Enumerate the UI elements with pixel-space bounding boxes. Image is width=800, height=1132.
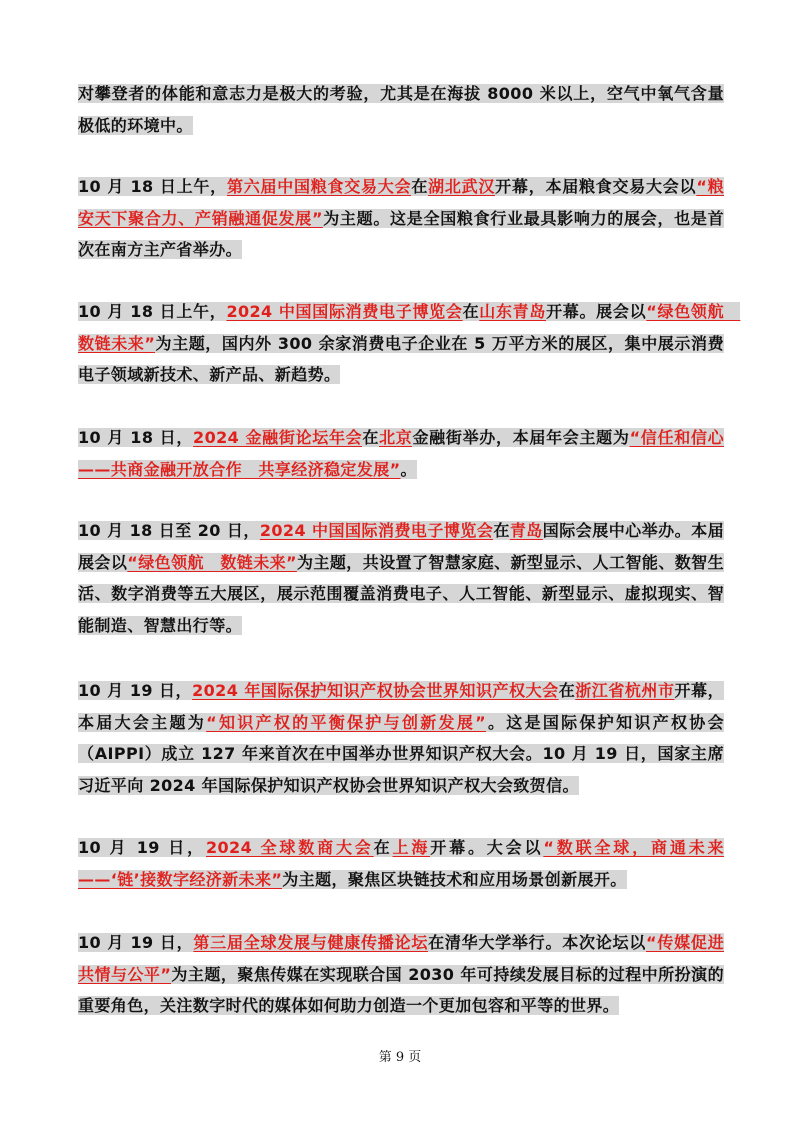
text-segment: 为主题。这是全国粮食行业最具影响力的展会，也是首次在南方主产省举办。 xyxy=(78,208,724,259)
highlighted-term: 浙江省杭州市 xyxy=(575,681,675,700)
page-number: 第 9 页 xyxy=(378,1050,422,1065)
text-segment: 开幕，本届大会主题为 xyxy=(78,681,724,732)
paragraph-financial-street-forum xyxy=(78,422,724,485)
text-segment: 10 月 19 日， xyxy=(78,838,206,857)
text-segment: 在 xyxy=(493,521,510,540)
highlighted-term: “粮安天下聚合力、产销融通促发展” xyxy=(78,177,725,228)
highlighted-term: 2024 中国国际消费电子博览会 xyxy=(226,302,463,321)
highlighted-term: 2024 金融街论坛年会 xyxy=(193,428,363,447)
highlighted-term: 湖北武汉 xyxy=(428,177,496,196)
paragraph-global-digital-trade-conference xyxy=(78,832,724,895)
highlighted-term: “绿色领航 数链未来” xyxy=(78,302,741,353)
text-segment: 在清华大学举行。本次论坛以 xyxy=(428,933,647,952)
text-segment: 为主题，聚焦传媒在实现联合国 2030 年可持续发展目标的过程中所扮演的重要角色，关注数字时代的媒体如何助力创造一个更加包容和平等的世界。 xyxy=(78,964,724,1015)
text-segment: 为主题，聚焦区块链技术和应用场景创新展开。 xyxy=(282,869,627,889)
highlighted-term: 第三届全球发展与健康传播论坛 xyxy=(193,933,429,952)
paragraph-health-communication-forum xyxy=(78,927,724,1022)
paragraph-consumer-electronics-expo-details xyxy=(78,515,724,641)
text-segment: 在 xyxy=(411,177,429,196)
text-segment: 开幕。展会以 xyxy=(546,302,647,321)
highlighted-term: 2024 中国国际消费电子博览会 xyxy=(259,521,494,540)
highlighted-term: 2024 全球数商大会 xyxy=(205,838,374,857)
highlighted-term: “传媒促进共情与公平” xyxy=(78,933,724,984)
text-segment: 为主题，共设置了智慧家庭、新型显示、人工智能、数智生活、数字消费等五大展区，展示范围覆盖消费电子、人工智能、新型显示、虚拟现实、智能制造、智慧出行等。 xyxy=(78,552,725,635)
text-segment: 。这是国际保护知识产权协会（AIPPI）成立 127 年来首次在中国举办世界知识产权大会。10 月 19 日，国家主席习近平向 2024 年国际保护知识产权协会世界知识产权大会致贺信。 xyxy=(78,712,724,795)
text-segment: 金融街举办，本届年会主题为 xyxy=(412,428,630,447)
text-segment: 10 月 18 日上午， xyxy=(78,177,227,196)
text-segment: 为主题，国内外 300 余家消费电子企业在 5 万平方米的展区，集中展示消费电子领域新技术、新产品、新趋势。 xyxy=(78,333,724,384)
text-segment: 10 月 18 日上午， xyxy=(78,302,227,321)
highlighted-term: 2024 年国际保护知识产权协会世界知识产权大会 xyxy=(192,681,559,700)
highlighted-term: “信任和信心——共商金融开放合作 共享经济稳定发展” xyxy=(78,428,724,479)
text-segment: 在 xyxy=(558,681,576,700)
text-segment: 在 xyxy=(373,838,393,857)
text-segment: 10 月 19 日， xyxy=(78,681,193,700)
highlighted-term: 山东青岛 xyxy=(479,302,547,321)
highlighted-term: “数联全球，商通未来——‘链’接数字经济新未来” xyxy=(78,838,724,889)
highlighted-term: 第六届中国粮食交易大会 xyxy=(226,177,412,196)
paragraph-ip-congress xyxy=(78,675,724,801)
highlighted-term: 北京 xyxy=(379,428,413,447)
highlighted-term: “知识产权的平衡保护与创新发展” xyxy=(206,712,487,732)
text-segment: 。 xyxy=(400,459,417,479)
text-segment: 在 xyxy=(362,428,380,447)
paragraph-consumer-electronics-expo-opening xyxy=(78,296,741,391)
highlighted-term: 上海 xyxy=(392,838,431,857)
text-segment: 在 xyxy=(462,302,480,321)
paragraph-everest-context xyxy=(78,78,724,141)
highlighted-term: “绿色领航 数链未来” xyxy=(127,552,297,572)
highlighted-term: 青岛 xyxy=(509,521,543,540)
text-segment: 10 月 18 日， xyxy=(78,428,194,447)
text-segment: 国际会展中心举办。本届展会以 xyxy=(78,521,724,572)
paragraph-grain-trade-fair xyxy=(78,171,724,266)
text-segment: 开幕，本届粮食交易大会以 xyxy=(495,177,697,196)
text-segment: 开幕。大会以 xyxy=(430,838,544,857)
text-segment: 10 月 18 日至 20 日， xyxy=(78,521,260,540)
text-segment: 10 月 19 日， xyxy=(78,933,194,952)
text-segment: 对攀登者的体能和意志力是极大的考验，尤其是在海拔 8000 米以上，空气中氧气含量极低的环境中。 xyxy=(78,84,724,135)
